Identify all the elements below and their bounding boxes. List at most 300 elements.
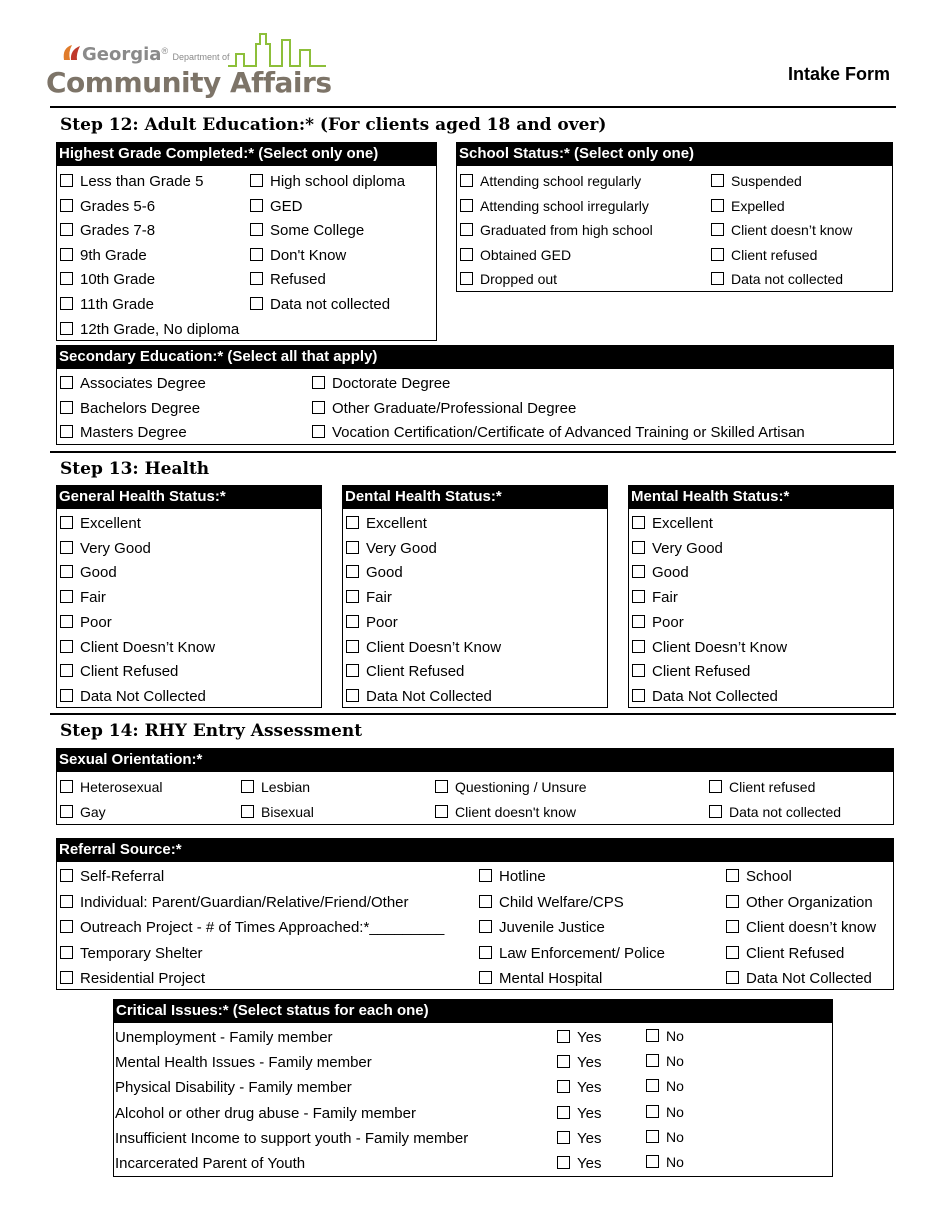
- option-label: Graduated from high school: [480, 222, 653, 239]
- option-doctorate-degree[interactable]: [312, 375, 450, 393]
- option-label: Client Refused: [652, 663, 751, 681]
- option-label: Poor: [366, 613, 398, 631]
- option-label: Client doesn’t know: [746, 919, 877, 937]
- option-temporary-shelter[interactable]: [60, 945, 203, 963]
- option-label: Client refused: [731, 246, 818, 263]
- option-9th-grade[interactable]: [60, 247, 147, 265]
- checkbox[interactable]: [460, 272, 473, 285]
- checkbox[interactable]: [632, 689, 645, 702]
- option-label: Don't Know: [270, 246, 347, 264]
- option-label: Fair: [366, 589, 392, 607]
- checkbox[interactable]: [60, 590, 73, 603]
- option-12th-grade-no-diploma[interactable]: [60, 321, 239, 339]
- checkbox[interactable]: [632, 640, 645, 653]
- option-excellent[interactable]: [346, 515, 427, 533]
- checkbox[interactable]: [557, 1106, 570, 1119]
- option-label: No: [666, 1103, 684, 1120]
- option-label: Residential Project: [80, 970, 206, 988]
- checkbox[interactable]: [60, 174, 73, 187]
- option-client-doesn-t-know[interactable]: [60, 639, 215, 657]
- option-data-not-collected[interactable]: [711, 270, 843, 288]
- option-very-good[interactable]: [60, 540, 151, 558]
- option-label: Grades 7-8: [80, 222, 156, 240]
- option-other-graduate-professional-degree[interactable]: [312, 400, 576, 418]
- checkbox[interactable]: [632, 565, 645, 578]
- checkbox[interactable]: [460, 248, 473, 261]
- checkbox[interactable]: [60, 920, 73, 933]
- checkbox[interactable]: [726, 971, 739, 984]
- option-label: Law Enforcement/ Police: [499, 944, 665, 962]
- option-excellent[interactable]: [632, 515, 713, 533]
- option-associates-degree[interactable]: [60, 375, 206, 393]
- option-client-refused[interactable]: [711, 246, 817, 264]
- general-health-panel: [56, 485, 322, 708]
- checkbox[interactable]: [60, 376, 73, 389]
- option-other-organization[interactable]: [726, 894, 873, 912]
- checkbox[interactable]: [435, 805, 448, 818]
- checkbox[interactable]: [346, 590, 359, 603]
- checkbox[interactable]: [632, 615, 645, 628]
- checkbox[interactable]: [312, 401, 325, 414]
- checkbox[interactable]: [709, 780, 722, 793]
- option-yes[interactable]: [557, 1079, 601, 1097]
- option-individual-parent-guardian-relative-friend-other[interactable]: [60, 894, 409, 912]
- option-attending-school-regularly[interactable]: [460, 172, 641, 190]
- checkbox[interactable]: [60, 615, 73, 628]
- option-label: Juvenile Justice: [499, 919, 605, 937]
- option-label: Data Not Collected: [80, 687, 206, 705]
- checkbox[interactable]: [60, 223, 73, 236]
- option-heterosexual[interactable]: [60, 778, 163, 796]
- option-juvenile-justice[interactable]: [479, 919, 605, 937]
- option-label: Data not collected: [731, 271, 844, 288]
- checkbox[interactable]: [60, 869, 73, 882]
- checkbox[interactable]: [60, 297, 73, 310]
- checkbox[interactable]: [726, 920, 739, 933]
- option-label: Good: [366, 564, 403, 582]
- checkbox[interactable]: [60, 425, 73, 438]
- option-label: School: [746, 868, 792, 885]
- checkbox[interactable]: [346, 615, 359, 628]
- option-label: GED: [270, 197, 303, 215]
- option-label: Yes: [577, 1104, 602, 1122]
- critical-issues-panel: [113, 999, 833, 1177]
- checkbox[interactable]: [60, 895, 73, 908]
- option-label: Good: [652, 564, 689, 582]
- checkbox[interactable]: [711, 223, 724, 236]
- critical-issue-label: Physical Disability - Family member: [115, 1079, 352, 1097]
- form-title: Intake Form: [787, 64, 890, 84]
- option-bisexual[interactable]: [241, 803, 314, 821]
- option-label: Very Good: [652, 539, 723, 557]
- checkbox[interactable]: [726, 895, 739, 908]
- option-grades-7-8[interactable]: [60, 222, 155, 240]
- option-very-good[interactable]: [632, 540, 723, 558]
- option-label: Data not collected: [270, 296, 391, 313]
- secondary-education-panel: [56, 345, 894, 445]
- checkbox[interactable]: [60, 565, 73, 578]
- option-data-not-collected[interactable]: [632, 688, 778, 706]
- checkbox[interactable]: [557, 1055, 570, 1068]
- checkbox[interactable]: [646, 1054, 659, 1067]
- option-label: Gay: [80, 804, 106, 820]
- checkbox[interactable]: [346, 516, 359, 529]
- checkbox[interactable]: [632, 516, 645, 529]
- option-label: Attending school regularly: [480, 173, 642, 189]
- logo-brand: Georgia: [82, 44, 162, 65]
- option-gay[interactable]: [60, 803, 106, 821]
- option-label: Yes: [577, 1054, 602, 1072]
- checkbox[interactable]: [632, 541, 645, 554]
- critical-issue-label: Incarcerated Parent of Youth: [115, 1155, 306, 1172]
- option-label: Excellent: [80, 515, 141, 532]
- sexual-orientation-header: Sexual Orientation:*: [57, 749, 893, 772]
- option-label: Obtained GED: [480, 246, 572, 263]
- option-fair[interactable]: [632, 589, 678, 607]
- option-label: Temporary Shelter: [80, 944, 203, 962]
- checkbox[interactable]: [726, 869, 739, 882]
- option-good[interactable]: [346, 564, 403, 582]
- checkbox[interactable]: [632, 664, 645, 677]
- checkbox[interactable]: [346, 640, 359, 653]
- option-label: 12th Grade, No diploma: [80, 320, 240, 338]
- checkbox[interactable]: [60, 322, 73, 335]
- option-label: Heterosexual: [80, 779, 163, 795]
- option-yes[interactable]: [557, 1130, 601, 1148]
- checkbox[interactable]: [60, 272, 73, 285]
- option-label: Dropped out: [480, 271, 558, 288]
- option-label: Data not collected: [729, 804, 842, 820]
- option-ged[interactable]: [250, 198, 303, 216]
- checkbox[interactable]: [646, 1079, 659, 1092]
- option-no[interactable]: [646, 1103, 684, 1121]
- option-data-not-collected[interactable]: [346, 688, 492, 706]
- option-poor[interactable]: [632, 614, 684, 632]
- option-yes[interactable]: [557, 1054, 601, 1072]
- option-label: 11th Grade: [80, 296, 154, 313]
- checkbox[interactable]: [557, 1080, 570, 1093]
- option-refused[interactable]: [250, 271, 326, 289]
- checkbox[interactable]: [646, 1105, 659, 1118]
- option-label: Very Good: [366, 539, 437, 557]
- option-questioning-unsure[interactable]: [435, 778, 587, 796]
- option-label: Doctorate Degree: [332, 375, 451, 392]
- option-masters-degree[interactable]: [60, 424, 187, 442]
- option-label: Other Graduate/Professional Degree: [332, 399, 577, 417]
- option-label: Associates Degree: [80, 375, 206, 392]
- option-high-school-diploma[interactable]: [250, 173, 405, 191]
- checkbox[interactable]: [60, 780, 73, 793]
- checkbox[interactable]: [557, 1030, 570, 1043]
- checkbox[interactable]: [711, 272, 724, 285]
- checkbox[interactable]: [312, 376, 325, 389]
- option-attending-school-irregularly[interactable]: [460, 197, 649, 215]
- checkbox[interactable]: [435, 780, 448, 793]
- option-data-not-collected[interactable]: [726, 970, 872, 988]
- checkbox[interactable]: [250, 199, 263, 212]
- option-bachelors-degree[interactable]: [60, 400, 200, 418]
- checkbox[interactable]: [250, 297, 263, 310]
- checkbox[interactable]: [60, 640, 73, 653]
- checkbox[interactable]: [646, 1155, 659, 1168]
- option-graduated-from-high-school[interactable]: [460, 221, 653, 239]
- option-label: Poor: [80, 613, 112, 631]
- option-label: Client Refused: [746, 944, 845, 962]
- option-no[interactable]: [646, 1077, 684, 1095]
- checkbox[interactable]: [250, 223, 263, 236]
- checkbox[interactable]: [60, 516, 73, 529]
- option-label: Bisexual: [261, 804, 314, 820]
- highest-grade-panel: [56, 142, 437, 341]
- option-label: No: [666, 1154, 684, 1170]
- option-poor[interactable]: [60, 614, 112, 632]
- option-client-refused[interactable]: [726, 945, 844, 963]
- option-label: Client Doesn’t Know: [366, 638, 502, 656]
- checkbox[interactable]: [479, 895, 492, 908]
- option-label: Data Not Collected: [746, 970, 872, 988]
- checkbox[interactable]: [60, 664, 73, 677]
- option-outreach-project-of-times-approached[interactable]: [60, 919, 444, 937]
- checkbox[interactable]: [711, 174, 724, 187]
- checkbox[interactable]: [557, 1131, 570, 1144]
- checkbox[interactable]: [557, 1156, 570, 1169]
- option-label: Client Doesn’t Know: [80, 638, 216, 656]
- option-client-doesn-t-know[interactable]: [726, 919, 876, 937]
- checkbox[interactable]: [479, 946, 492, 959]
- option-label: Expelled: [731, 197, 785, 214]
- option-label: Client refused: [729, 779, 816, 795]
- checkbox[interactable]: [460, 223, 473, 236]
- option-client-refused[interactable]: [632, 663, 750, 681]
- option-very-good[interactable]: [346, 540, 437, 558]
- option-residential-project[interactable]: [60, 970, 205, 988]
- option-label: No: [666, 1053, 684, 1070]
- referral-source-header: Referral Source:*: [57, 839, 893, 862]
- logo-mark-icon: [60, 42, 82, 62]
- option-hotline[interactable]: [479, 868, 546, 886]
- option-yes[interactable]: [557, 1105, 601, 1123]
- option-vocation-certification-certificate-of-advanced-training-or-skilled-artisan[interactable]: [312, 424, 805, 442]
- option-label: Client Refused: [366, 663, 465, 681]
- option-label: Data Not Collected: [652, 687, 778, 705]
- option-11th-grade[interactable]: [60, 296, 154, 314]
- option-client-refused[interactable]: [346, 663, 464, 681]
- checkbox[interactable]: [479, 869, 492, 882]
- option-label: Questioning / Unsure: [455, 779, 587, 795]
- option-data-not-collected[interactable]: [709, 803, 841, 821]
- checkbox[interactable]: [60, 199, 73, 212]
- option-data-not-collected[interactable]: [250, 296, 390, 314]
- option-label: Grades 5-6: [80, 197, 156, 215]
- option-fair[interactable]: [346, 589, 392, 607]
- checkbox[interactable]: [646, 1130, 659, 1143]
- referral-source-panel: [56, 838, 894, 990]
- step14-title: Step 14: RHY Entry Assessment: [60, 721, 363, 741]
- option-client-doesn-t-know[interactable]: [711, 221, 852, 239]
- highest-grade-header: Highest Grade Completed:* (Select only one): [57, 143, 436, 166]
- option-label: Individual: Parent/Guardian/Relative/Friend/Other: [80, 893, 409, 911]
- option-label: Fair: [80, 589, 106, 607]
- checkbox[interactable]: [241, 780, 254, 793]
- option-school[interactable]: [726, 868, 792, 886]
- option-mental-hospital[interactable]: [479, 970, 602, 988]
- option-label: Less than Grade 5: [80, 173, 204, 190]
- option-lesbian[interactable]: [241, 778, 310, 796]
- option-label: Bachelors Degree: [80, 399, 201, 417]
- critical-issue-label: Unemployment - Family member: [115, 1029, 333, 1046]
- checkbox[interactable]: [250, 248, 263, 261]
- school-status-header: School Status:* (Select only one): [457, 143, 892, 166]
- option-label: Lesbian: [261, 779, 311, 795]
- checkbox[interactable]: [250, 174, 263, 187]
- option-good[interactable]: [632, 564, 689, 582]
- checkbox[interactable]: [60, 946, 73, 959]
- option-label: 9th Grade: [80, 246, 147, 264]
- dental-health-panel: [342, 485, 608, 708]
- option-label: No: [666, 1028, 684, 1044]
- checkbox[interactable]: [60, 971, 73, 984]
- option-no[interactable]: [646, 1153, 684, 1171]
- option-label: Vocation Certification/Certificate of Advanced Training or Skilled Artisan: [332, 424, 805, 442]
- option-no[interactable]: [646, 1128, 684, 1146]
- mental-health-header: Mental Health Status:*: [629, 486, 893, 509]
- option-client-refused[interactable]: [709, 778, 815, 796]
- checkbox[interactable]: [711, 199, 724, 212]
- school-status-panel: [456, 142, 893, 292]
- option-some-college[interactable]: [250, 222, 364, 240]
- step13-rule: [50, 713, 896, 715]
- option-suspended[interactable]: [711, 172, 802, 190]
- option-less-than-grade-5[interactable]: [60, 173, 203, 191]
- checkbox[interactable]: [250, 272, 263, 285]
- checkbox[interactable]: [709, 805, 722, 818]
- option-label: Suspended: [731, 173, 802, 189]
- option-label: Client doesn't know: [455, 804, 576, 820]
- checkbox[interactable]: [346, 541, 359, 554]
- checkbox[interactable]: [241, 805, 254, 818]
- option-self-referral[interactable]: [60, 868, 164, 886]
- option-label: High school diploma: [270, 173, 406, 190]
- step13-title: Step 13: Health: [60, 459, 210, 479]
- option-label: Child Welfare/CPS: [499, 893, 624, 911]
- option-label: Yes: [577, 1155, 602, 1172]
- mental-health-panel: [628, 485, 894, 708]
- option-expelled[interactable]: [711, 197, 785, 215]
- option-label: Data Not Collected: [366, 687, 492, 705]
- option-label: No: [666, 1128, 684, 1145]
- dental-health-header: Dental Health Status:*: [343, 486, 607, 509]
- option-label: Some College: [270, 222, 365, 240]
- option-label: Outreach Project - # of Times Approached:*_________: [80, 919, 445, 937]
- option-client-doesn-t-know[interactable]: [435, 803, 576, 821]
- option-client-refused[interactable]: [60, 663, 178, 681]
- step12-rule: [50, 451, 896, 453]
- checkbox[interactable]: [460, 174, 473, 187]
- checkbox[interactable]: [60, 805, 73, 818]
- option-label: Attending school irregularly: [480, 197, 649, 214]
- option-excellent[interactable]: [60, 515, 141, 533]
- checkbox[interactable]: [312, 425, 325, 438]
- checkbox[interactable]: [726, 946, 739, 959]
- option-poor[interactable]: [346, 614, 398, 632]
- option-label: Self-Referral: [80, 868, 165, 885]
- critical-issue-label: Mental Health Issues - Family member: [115, 1054, 372, 1072]
- checkbox[interactable]: [646, 1029, 659, 1042]
- option-label: Client Doesn’t Know: [652, 638, 788, 656]
- option-yes[interactable]: [557, 1029, 601, 1047]
- option-label: Poor: [652, 613, 684, 631]
- option-label: Client doesn’t know: [731, 222, 853, 239]
- option-client-doesn-t-know[interactable]: [346, 639, 501, 657]
- logo: Georgia® Department of Community Affairs: [46, 30, 316, 102]
- critical-issue-label: Insufficient Income to support youth - Family member: [115, 1129, 469, 1147]
- option-law-enforcement-police[interactable]: [479, 945, 665, 963]
- option-grades-5-6[interactable]: [60, 198, 155, 216]
- option-client-doesn-t-know[interactable]: [632, 639, 787, 657]
- checkbox[interactable]: [60, 541, 73, 554]
- checkbox[interactable]: [60, 401, 73, 414]
- option-label: Good: [80, 564, 117, 582]
- header-rule: [50, 106, 896, 108]
- logo-name: Community Affairs: [46, 66, 332, 99]
- checkbox[interactable]: [460, 199, 473, 212]
- checkbox[interactable]: [346, 689, 359, 702]
- option-fair[interactable]: [60, 589, 106, 607]
- checkbox[interactable]: [632, 590, 645, 603]
- option-data-not-collected[interactable]: [60, 688, 206, 706]
- option-label: Yes: [577, 1029, 602, 1046]
- logo-skyline-icon: [226, 30, 356, 70]
- general-health-header: General Health Status:*: [57, 486, 321, 509]
- option-label: Refused: [270, 271, 326, 289]
- option-label: Excellent: [366, 515, 427, 532]
- option-obtained-ged[interactable]: [460, 246, 571, 264]
- checkbox[interactable]: [479, 971, 492, 984]
- option-yes[interactable]: [557, 1155, 601, 1173]
- critical-issue-label: Alcohol or other drug abuse - Family member: [115, 1104, 416, 1122]
- option-label: Very Good: [80, 539, 151, 557]
- option-label: Mental Hospital: [499, 970, 603, 988]
- option-label: No: [666, 1078, 684, 1095]
- secondary-education-header: Secondary Education:* (Select all that apply): [57, 346, 893, 369]
- option-label: Hotline: [499, 868, 546, 885]
- step12-title: Step 12: Adult Education:* (For clients aged 18 and over): [60, 115, 607, 135]
- option-dropped-out[interactable]: [460, 270, 557, 288]
- option-label: Client Refused: [80, 663, 179, 681]
- option-label: Fair: [652, 589, 678, 607]
- checkbox[interactable]: [346, 664, 359, 677]
- option-no[interactable]: [646, 1027, 684, 1045]
- option-child-welfare-cps[interactable]: [479, 894, 624, 912]
- option-label: Yes: [577, 1129, 602, 1147]
- critical-issues-header: Critical Issues:* (Select status for each one): [114, 1000, 832, 1023]
- option-label: Yes: [577, 1079, 602, 1097]
- option-no[interactable]: [646, 1052, 684, 1070]
- checkbox[interactable]: [479, 920, 492, 933]
- logo-dept: Department of: [172, 52, 230, 62]
- checkbox[interactable]: [60, 689, 73, 702]
- checkbox[interactable]: [711, 248, 724, 261]
- option-good[interactable]: [60, 564, 117, 582]
- sexual-orientation-panel: [56, 748, 894, 825]
- option-don-t-know[interactable]: [250, 247, 346, 265]
- option-10th-grade[interactable]: [60, 271, 155, 289]
- option-label: Excellent: [652, 515, 713, 532]
- option-label: 10th Grade: [80, 271, 156, 289]
- checkbox[interactable]: [346, 565, 359, 578]
- option-label: Other Organization: [746, 893, 873, 911]
- checkbox[interactable]: [60, 248, 73, 261]
